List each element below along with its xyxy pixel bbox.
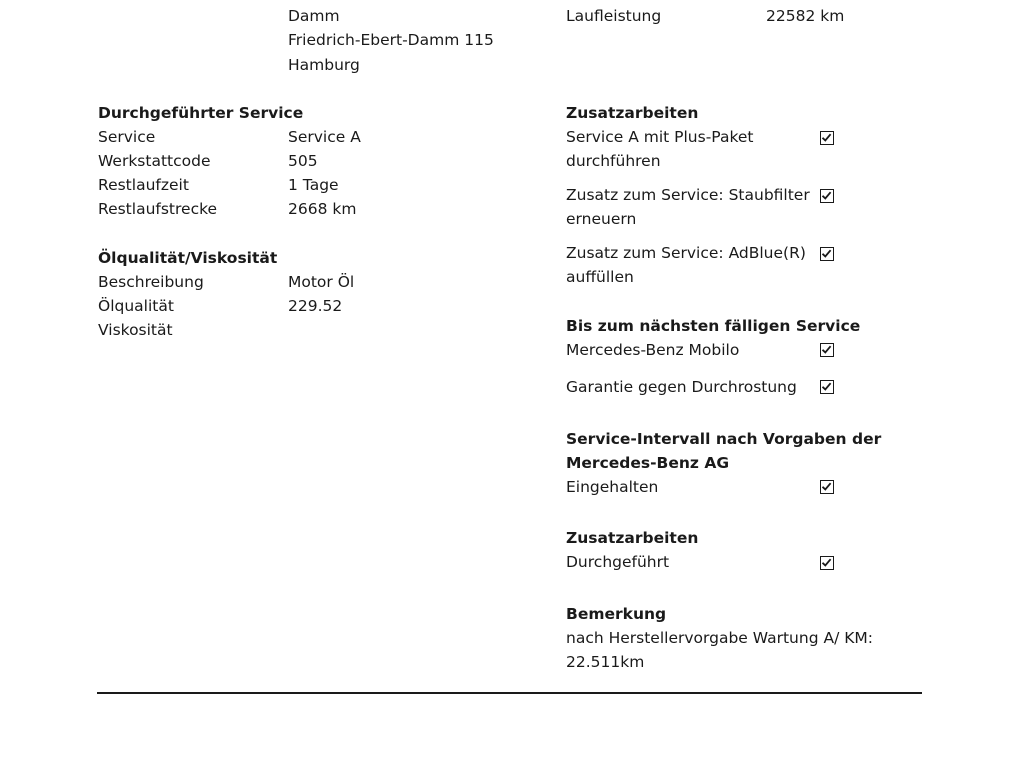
extra-work-heading: Zusatzarbeiten <box>566 104 699 122</box>
remark-heading: Bemerkung <box>566 605 667 623</box>
checkbox-checked-icon[interactable] <box>820 480 834 494</box>
service-row-label: Service <box>98 128 156 146</box>
oil-quality-label: Ölqualität <box>98 297 174 315</box>
remaining-time-label: Restlaufzeit <box>98 176 189 194</box>
checkbox-checked-icon[interactable] <box>820 556 834 570</box>
interval-heading-line2: Mercedes-Benz AG <box>566 454 730 472</box>
address-line-2: Friedrich-Ebert-Damm 115 <box>288 31 494 49</box>
checkmark-icon <box>821 557 832 568</box>
extra-work-item-line1: Zusatz zum Service: Staubfilter <box>566 186 810 204</box>
service-row-value: Service A <box>288 128 361 146</box>
interval-item-label: Eingehalten <box>566 478 659 496</box>
workshop-code-value: 505 <box>288 152 318 170</box>
rust-guarantee-label: Garantie gegen Durchrostung <box>566 378 797 396</box>
viscosity-label: Viskosität <box>98 321 173 339</box>
extra-work2-heading: Zusatzarbeiten <box>566 529 699 547</box>
checkbox-checked-icon[interactable] <box>820 343 834 357</box>
checkmark-icon <box>821 190 832 201</box>
checkbox-checked-icon[interactable] <box>820 247 834 261</box>
remaining-distance-label: Restlaufstrecke <box>98 200 218 218</box>
address-line-3: Hamburg <box>288 56 360 74</box>
mileage-label: Laufleistung <box>566 7 662 25</box>
checkbox-checked-icon[interactable] <box>820 380 834 394</box>
checkbox-checked-icon[interactable] <box>820 131 834 145</box>
extra-work2-item-label: Durchgeführt <box>566 553 670 571</box>
section-divider <box>97 692 922 694</box>
remaining-time-value: 1 Tage <box>288 176 339 194</box>
extra-work-item-line2: auffüllen <box>566 268 634 286</box>
remaining-distance-value: 2668 km <box>288 200 357 218</box>
next-service-heading: Bis zum nächsten fälligen Service <box>566 317 861 335</box>
workshop-code-label: Werkstattcode <box>98 152 211 170</box>
oil-description-value: Motor Öl <box>288 273 355 291</box>
oil-description-label: Beschreibung <box>98 273 204 291</box>
checkmark-icon <box>821 481 832 492</box>
checkmark-icon <box>821 132 832 143</box>
extra-work-item-line2: erneuern <box>566 210 637 228</box>
checkmark-icon <box>821 381 832 392</box>
address-line-1: Damm <box>288 7 340 25</box>
checkbox-checked-icon[interactable] <box>820 189 834 203</box>
mobilo-label: Mercedes-Benz Mobilo <box>566 341 740 359</box>
extra-work-item-line1: Service A mit Plus-Paket <box>566 128 754 146</box>
oil-heading: Ölqualität/Viskosität <box>98 249 278 267</box>
remark-line2: 22.511km <box>566 653 645 671</box>
oil-quality-value: 229.52 <box>288 297 343 315</box>
service-heading: Durchgeführter Service <box>98 104 304 122</box>
extra-work-item-line2: durchführen <box>566 152 661 170</box>
extra-work-item-line1: Zusatz zum Service: AdBlue(R) <box>566 244 806 262</box>
interval-heading-line1: Service-Intervall nach Vorgaben der <box>566 430 882 448</box>
mileage-value: 22582 km <box>766 7 845 25</box>
remark-line1: nach Herstellervorgabe Wartung A/ KM: <box>566 629 873 647</box>
checkmark-icon <box>821 248 832 259</box>
checkmark-icon <box>821 344 832 355</box>
